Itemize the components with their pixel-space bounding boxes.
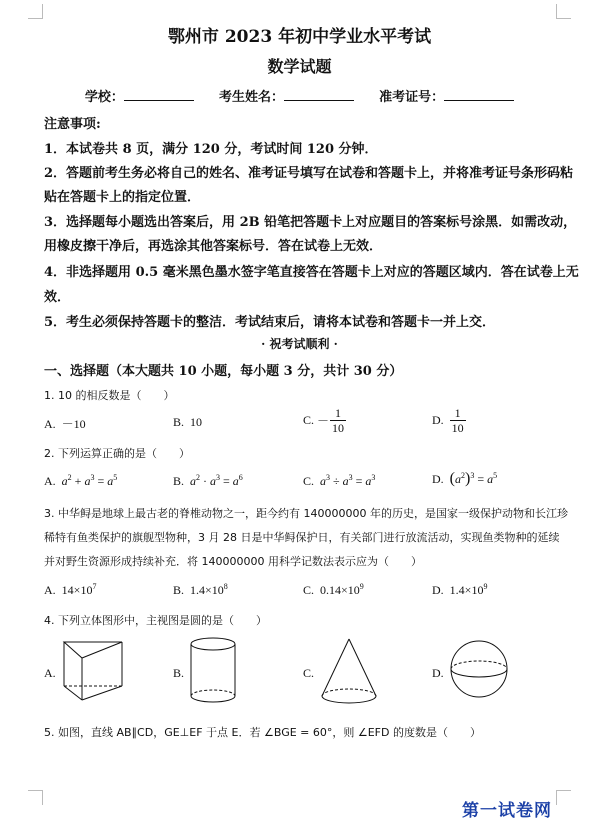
crop-mark — [556, 790, 571, 805]
notice-line: 2．答题前考生务必将自己的姓名、准考证号填写在试卷和答题卡上，并将准考证号条形码粘 — [44, 166, 574, 181]
q3-option-d[interactable]: D. $1.4\times 10^9$ — [432, 582, 488, 597]
question-1-stem: 1. 10 的相反数是（ ） — [44, 389, 175, 402]
name-label: 考生姓名： — [218, 90, 284, 105]
question-3-line: 并对野生资源形成持续补充．将 140000000 用科学记数法表示应为（ ） — [44, 555, 422, 568]
notice-line: 4．非选择题用 0.5 毫米黑色墨水签字笔直接答在答题卡上对应的答题区域内．答在试卷上无 — [44, 265, 579, 280]
question-3-line: 3. 中华鲟是地球上最古老的脊椎动物之一，距今约有 140000000 年的历史，是国家一级保护动物和长江珍 — [44, 507, 568, 520]
q3-option-b[interactable]: B. $1.4\times 10^8$ — [173, 582, 228, 597]
question-3-line: 稀特有鱼类保护的旗舰型物种，3 月 28 日是中华鲟保护日，有关部门进行放流活动，实现鱼类物种的延续 — [44, 531, 560, 544]
crop-mark — [28, 4, 43, 19]
notice-line: 贴在答题卡上的指定位置． — [44, 190, 201, 205]
q4-option-d-label[interactable]: D. — [432, 666, 444, 680]
exam-id-blank[interactable] — [444, 90, 514, 101]
notice-line: 3．选择题每小题选出答案后，用 2B 铅笔把答题卡上对应题目的答案标号涂黑．如需改动， — [44, 215, 577, 230]
q2-option-b[interactable]: B. $a^2 \cdot a^3 = a^6$ — [173, 473, 243, 488]
notice-line: 用橡皮擦干净后，再选涂其他答案标号．答在试卷上无效． — [44, 239, 383, 254]
exam-id-label: 准考证号： — [379, 90, 445, 105]
triangular-prism-figure — [60, 636, 132, 702]
q3-option-c[interactable]: C. $0.14\times 10^9$ — [303, 582, 364, 597]
cone-figure — [318, 636, 380, 706]
q2-option-d[interactable]: D. $(a^2)^3 = a^5$ — [432, 470, 498, 487]
school-blank[interactable] — [124, 90, 194, 101]
notice-line: 1．本试卷共 8 页，满分 120 分，考试时间 120 分钟． — [44, 142, 378, 157]
section-heading: 一、选择题（本大题共 10 小题，每小题 3 分，共计 30 分） — [44, 364, 403, 379]
q4-option-b-label[interactable]: B. — [173, 666, 185, 680]
notice-line: 效． — [44, 290, 71, 305]
question-2-stem: 2. 下列运算正确的是（ ） — [44, 447, 190, 460]
notice-line: 5．考生必须保持答题卡的整洁．考试结束后，请将本试卷和答题卡一并上交． — [44, 315, 496, 330]
q1-option-a[interactable]: A. －10 — [44, 417, 86, 431]
question-4-stem: 4. 下列立体图形中，主视图是圆的是（ ） — [44, 614, 267, 627]
cylinder-figure — [186, 636, 240, 704]
exam-title: 鄂州市 2023 年初中学业水平考试 — [167, 27, 432, 47]
student-info-fields — [0, 86, 599, 105]
q1-option-b[interactable]: B. 10 — [173, 415, 203, 429]
q1-option-d[interactable]: D. $\frac{1}{10}$ — [432, 406, 464, 435]
question-5-stem: 5. 如图，直线 AB∥CD，GE⊥EF 于点 E．若 ∠BGE = 60°，则 ∠EFD 的度数是（ ） — [44, 726, 481, 739]
q4-option-c-label[interactable]: C. — [303, 666, 315, 680]
crop-mark — [28, 790, 43, 805]
crop-mark — [556, 4, 571, 19]
site-logo: 第一试卷网 — [462, 801, 552, 821]
exam-subtitle: 数学试题 — [267, 57, 332, 76]
sphere-figure — [448, 638, 510, 700]
q2-option-c[interactable]: C. $a^3 \div a^3 = a^3$ — [303, 473, 376, 488]
q1-option-c[interactable]: C. － $\frac{1}{10}$ — [303, 406, 345, 435]
q3-option-a[interactable]: A. $14\times 10^7$ — [44, 582, 97, 597]
notice-heading: 注意事项: — [44, 117, 101, 132]
name-blank[interactable] — [284, 90, 354, 101]
good-luck-text: · 祝考试顺利 · — [261, 337, 338, 351]
q4-option-a-label[interactable]: A. — [44, 666, 56, 680]
q2-option-a[interactable]: A. $a^2 + a^3 = a^5$ — [44, 473, 118, 488]
school-label: 学校： — [84, 90, 124, 105]
